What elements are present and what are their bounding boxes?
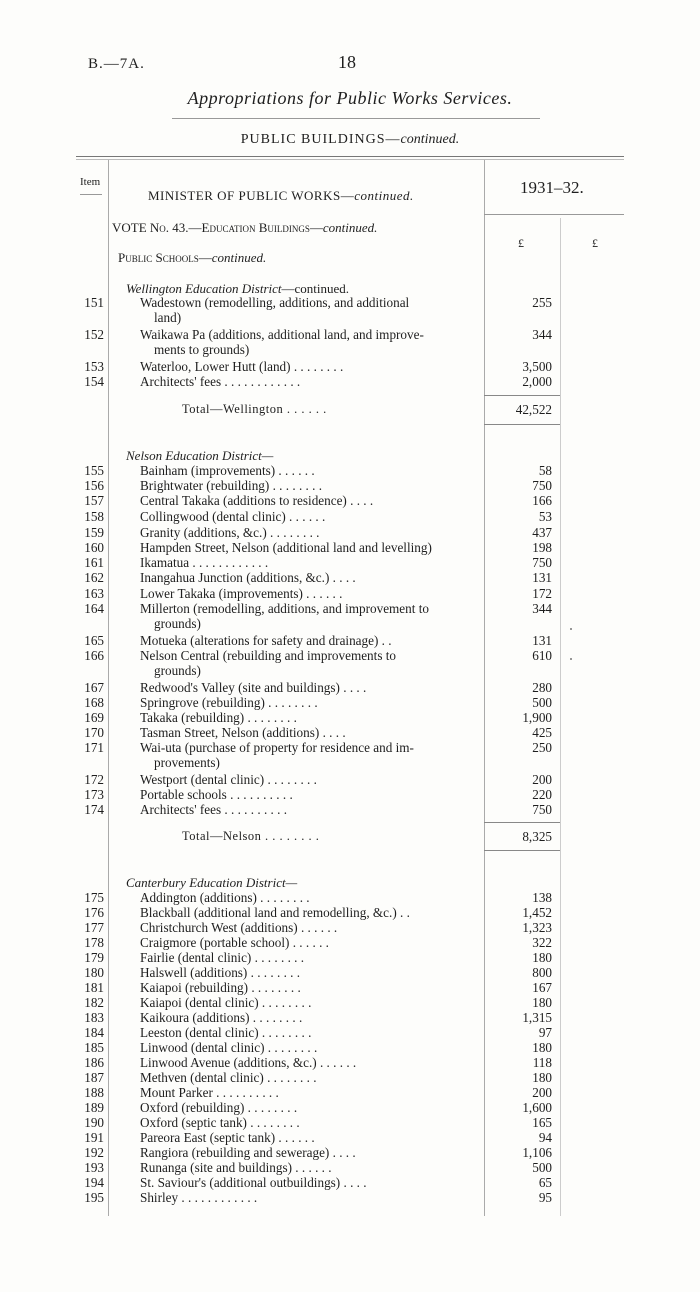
item-amount: 1,900 [522, 710, 552, 725]
item-description-cont: grounds) [154, 663, 201, 678]
table-row [0, 772, 700, 787]
item-description: Redwood's Valley (site and buildings) . . . . [140, 680, 367, 695]
item-description: Architects' fees . . . . . . . . . . . . [140, 374, 301, 389]
item-description: Takaka (rebuilding) . . . . . . . . [140, 710, 297, 725]
item-description: Central Takaka (additions to residence) . . . . [140, 493, 374, 508]
district-heading-cont: —continued. [281, 281, 350, 296]
table-row [0, 695, 700, 710]
table-row [0, 555, 700, 570]
table-row [0, 890, 700, 905]
item-amount: 344 [532, 601, 552, 616]
item-description: Tasman Street, Nelson (additions) . . . . [140, 725, 346, 740]
item-description: Nelson Central (rebuilding and improvements to [140, 648, 397, 663]
table-top-rule [76, 156, 624, 157]
table-row [0, 710, 700, 725]
item-description: Inangahua Junction (additions, &c.) . . . . [140, 570, 356, 585]
section-title [0, 132, 700, 148]
item-description: Shirley . . . . . . . . . . . . [140, 1190, 258, 1205]
item-number: 158 [84, 509, 104, 524]
item-amount: 255 [532, 295, 552, 310]
item-description: Leeston (dental clinic) . . . . . . . . [140, 1025, 312, 1040]
item-amount: 425 [532, 725, 552, 740]
item-description: Runanga (site and buildings) . . . . . . [140, 1160, 332, 1175]
table-row [0, 905, 700, 920]
item-amount: 280 [532, 680, 552, 695]
item-number: 187 [84, 1070, 104, 1085]
item-amount: 180 [532, 995, 552, 1010]
item-amount: 118 [532, 1055, 552, 1070]
item-description: Oxford (rebuilding) . . . . . . . . [140, 1100, 298, 1115]
item-number: 191 [84, 1130, 104, 1145]
item-number: 183 [84, 1010, 104, 1025]
table-row [0, 965, 700, 980]
public-schools-text: Public Schools— [118, 250, 212, 265]
item-description: Architects' fees . . . . . . . . . . [140, 802, 288, 817]
table-row [0, 1085, 700, 1100]
table-row [0, 570, 700, 585]
item-description: Pareora East (septic tank) . . . . . . [140, 1130, 315, 1145]
item-description: Linwood (dental clinic) . . . . . . . . [140, 1040, 318, 1055]
total-label-nelson: Total—Nelson . . . . . . . . [182, 829, 320, 843]
item-number: 162 [84, 570, 104, 585]
item-amount: 131 [532, 570, 552, 585]
item-description-cont: land) [154, 310, 182, 325]
total-rule [484, 395, 560, 396]
table-row [0, 463, 700, 478]
item-amount: 180 [532, 1070, 552, 1085]
item-number: 182 [84, 995, 104, 1010]
item-description: Kaikoura (additions) . . . . . . . . [140, 1010, 303, 1025]
item-amount: 1,600 [522, 1100, 552, 1115]
item-amount: 500 [532, 1160, 552, 1175]
item-amount: 94 [538, 1130, 552, 1145]
item-amount: 1,323 [522, 920, 552, 935]
item-amount: 800 [532, 965, 552, 980]
table-row [0, 1010, 700, 1025]
table-row [0, 525, 700, 540]
item-description-cont: grounds) [154, 616, 201, 631]
item-number: 172 [84, 772, 104, 787]
item-number: 186 [84, 1055, 104, 1070]
item-number: 175 [84, 890, 104, 905]
table-row [0, 633, 700, 648]
table-row [0, 586, 700, 601]
item-number: 156 [84, 478, 104, 493]
total-rule [484, 822, 560, 823]
item-amount: 95 [538, 1190, 552, 1205]
pound-sign-1: £ [518, 236, 524, 250]
table-row [0, 327, 700, 342]
item-amount: 200 [532, 1085, 552, 1100]
item-number: 180 [84, 965, 104, 980]
heading-rule [172, 118, 540, 119]
page-heading: Appropriations for Public Works Services. [187, 88, 513, 108]
item-description: Hampden Street, Nelson (additional land and levelling) [140, 540, 432, 555]
item-description: Waterloo, Lower Hutt (land) . . . . . . . . [140, 359, 344, 374]
table-row [0, 1175, 700, 1190]
table-row [0, 295, 700, 310]
table-row [0, 1160, 700, 1175]
item-amount: 220 [532, 787, 552, 802]
item-description: Motueka (alterations for safety and drainage) . . [140, 633, 392, 648]
vote-heading-text: VOTE No. 43.—Education Buildings— [112, 220, 323, 235]
item-amount: 198 [532, 540, 552, 555]
table-row [0, 374, 700, 389]
item-description: Wai-uta (purchase of property for residence and im- [140, 740, 414, 755]
item-amount: 1,106 [522, 1145, 552, 1160]
table-row [0, 359, 700, 374]
item-amount: 138 [532, 890, 552, 905]
item-number: 185 [84, 1040, 104, 1055]
table-row [0, 1115, 700, 1130]
district-heading-text: Wellington Education District [126, 281, 282, 296]
item-description-cont: provements) [154, 755, 220, 770]
item-description: Christchurch West (additions) . . . . . . [140, 920, 338, 935]
table-row [0, 601, 700, 616]
item-description: Bainham (improvements) . . . . . . [140, 463, 315, 478]
item-header-dash [80, 194, 102, 195]
item-amount: 610 [532, 648, 552, 663]
item-amount: 58 [538, 463, 552, 478]
total-amount-nelson: 8,325 [522, 829, 552, 844]
year-rule [484, 214, 624, 215]
item-number: 163 [84, 586, 104, 601]
item-number: 179 [84, 950, 104, 965]
table-row [0, 787, 700, 802]
item-description: St. Saviour's (additional outbuildings) . . . . [140, 1175, 367, 1190]
table-row [0, 648, 700, 663]
item-description: Mount Parker . . . . . . . . . . [140, 1085, 279, 1100]
page-number: 18 [338, 52, 356, 72]
year-column-header: 1931–32. [520, 178, 584, 197]
item-description: Granity (additions, &c.) . . . . . . . . [140, 525, 320, 540]
item-amount: 166 [532, 493, 552, 508]
item-number: 154 [84, 374, 104, 389]
item-description: Collingwood (dental clinic) . . . . . . [140, 509, 326, 524]
item-number: 151 [84, 295, 104, 310]
item-number: 188 [84, 1085, 104, 1100]
item-description: Methven (dental clinic) . . . . . . . . [140, 1070, 317, 1085]
item-amount: 97 [538, 1025, 552, 1040]
table-row [0, 493, 700, 508]
item-amount: 200 [532, 772, 552, 787]
ministry-heading-text: MINISTER OF PUBLIC WORKS— [148, 188, 355, 203]
item-description: Linwood Avenue (additions, &c.) . . . . . . [140, 1055, 357, 1070]
item-description: Waikawa Pa (additions, additional land, and improve- [140, 327, 424, 342]
item-number: 155 [84, 463, 104, 478]
item-amount: 131 [532, 633, 552, 648]
item-amount: 250 [532, 740, 552, 755]
item-number: 152 [84, 327, 104, 342]
item-number: 192 [84, 1145, 104, 1160]
item-number: 157 [84, 493, 104, 508]
item-amount: 180 [532, 950, 552, 965]
item-number: 153 [84, 359, 104, 374]
item-number: 160 [84, 540, 104, 555]
table-row [0, 509, 700, 524]
pound-sign-2: £ [592, 236, 598, 250]
item-number: 166 [84, 648, 104, 663]
item-amount: 437 [532, 525, 552, 540]
item-amount: 2,000 [522, 374, 552, 389]
item-description: Portable schools . . . . . . . . . . [140, 787, 293, 802]
item-description: Craigmore (portable school) . . . . . . [140, 935, 329, 950]
item-description: Millerton (remodelling, additions, and improvement to [140, 601, 429, 616]
table-row [0, 950, 700, 965]
vote-heading-cont: continued. [322, 220, 378, 235]
total-label-wellington: Total—Wellington . . . . . . [182, 402, 327, 416]
item-description: Halswell (additions) . . . . . . . . [140, 965, 301, 980]
table-row [0, 680, 700, 695]
item-number: 168 [84, 695, 104, 710]
document-reference: B.—7A. [88, 56, 145, 72]
item-number: 181 [84, 980, 104, 995]
item-description: Westport (dental clinic) . . . . . . . . [140, 772, 317, 787]
district-heading-nelson: Nelson Education District— [126, 448, 274, 463]
table-row [0, 1145, 700, 1160]
table-top-rule-2 [76, 159, 624, 160]
item-amount: 750 [532, 802, 552, 817]
item-description: Wadestown (remodelling, additions, and additional [140, 295, 410, 310]
total-amount-wellington: 42,522 [515, 402, 552, 417]
item-header-label: Item [80, 176, 101, 188]
item-amount: 180 [532, 1040, 552, 1055]
item-description: Oxford (septic tank) . . . . . . . . [140, 1115, 300, 1130]
item-number: 164 [84, 601, 104, 616]
item-number: 165 [84, 633, 104, 648]
table-row [0, 1100, 700, 1115]
item-amount: 165 [532, 1115, 552, 1130]
item-number: 195 [84, 1190, 104, 1205]
item-amount: 344 [532, 327, 552, 342]
ministry-heading [148, 188, 414, 204]
item-number: 174 [84, 802, 104, 817]
item-description: Ikamatua . . . . . . . . . . . . [140, 555, 269, 570]
item-description-cont: ments to grounds) [154, 342, 250, 357]
item-amount: 500 [532, 695, 552, 710]
item-number: 169 [84, 710, 104, 725]
item-description: Brightwater (rebuilding) . . . . . . . . [140, 478, 323, 493]
public-schools-heading [118, 250, 266, 266]
table-row [0, 920, 700, 935]
item-amount: 1,315 [522, 1010, 552, 1025]
item-number: 176 [84, 905, 104, 920]
table-row [0, 935, 700, 950]
table-row [0, 1040, 700, 1055]
table-row [0, 995, 700, 1010]
total-rule [484, 424, 560, 425]
item-amount: 1,452 [522, 905, 552, 920]
item-amount: 53 [538, 509, 552, 524]
item-description: Kaiapoi (rebuilding) . . . . . . . . [140, 980, 301, 995]
item-number: 159 [84, 525, 104, 540]
item-description: Rangiora (rebuilding and sewerage) . . . . [140, 1145, 356, 1160]
item-number: 189 [84, 1100, 104, 1115]
item-amount: 172 [532, 586, 552, 601]
item-number: 171 [84, 740, 104, 755]
item-number: 161 [84, 555, 104, 570]
section-title-cont: continued. [400, 132, 460, 147]
table-row [0, 740, 700, 755]
item-amount: 750 [532, 478, 552, 493]
total-rule [484, 850, 560, 851]
district-heading-canterbury: Canterbury Education District— [126, 875, 298, 890]
item-description: Addington (additions) . . . . . . . . [140, 890, 310, 905]
item-amount: 322 [532, 935, 552, 950]
table-row [0, 1190, 700, 1205]
table-row [0, 802, 700, 817]
item-number: 190 [84, 1115, 104, 1130]
item-number: 167 [84, 680, 104, 695]
item-number: 194 [84, 1175, 104, 1190]
table-row [0, 1130, 700, 1145]
item-number: 184 [84, 1025, 104, 1040]
item-number: 177 [84, 920, 104, 935]
item-number: 170 [84, 725, 104, 740]
table-row [0, 1025, 700, 1040]
table-row [0, 1070, 700, 1085]
item-amount: 3,500 [522, 359, 552, 374]
item-description: Springrove (rebuilding) . . . . . . . . [140, 695, 318, 710]
item-description: Blackball (additional land and remodelling, &c.) . . [140, 905, 410, 920]
table-row [0, 980, 700, 995]
public-schools-cont: continued. [211, 250, 267, 265]
item-number: 178 [84, 935, 104, 950]
ministry-heading-cont: continued. [354, 188, 414, 203]
vote-heading [112, 220, 377, 236]
item-amount: 750 [532, 555, 552, 570]
table-row [0, 1055, 700, 1070]
item-number: 173 [84, 787, 104, 802]
table-row [0, 725, 700, 740]
item-description: Kaiapoi (dental clinic) . . . . . . . . [140, 995, 312, 1010]
section-title-text: PUBLIC BUILDINGS— [240, 132, 401, 147]
margin-mark [570, 628, 572, 630]
item-description: Lower Takaka (improvements) . . . . . . [140, 586, 343, 601]
table-row [0, 540, 700, 555]
item-column-header [80, 176, 102, 195]
item-amount: 167 [532, 980, 552, 995]
table-row [0, 478, 700, 493]
item-number: 193 [84, 1160, 104, 1175]
margin-mark [570, 658, 572, 660]
item-amount: 65 [538, 1175, 552, 1190]
item-description: Fairlie (dental clinic) . . . . . . . . [140, 950, 305, 965]
